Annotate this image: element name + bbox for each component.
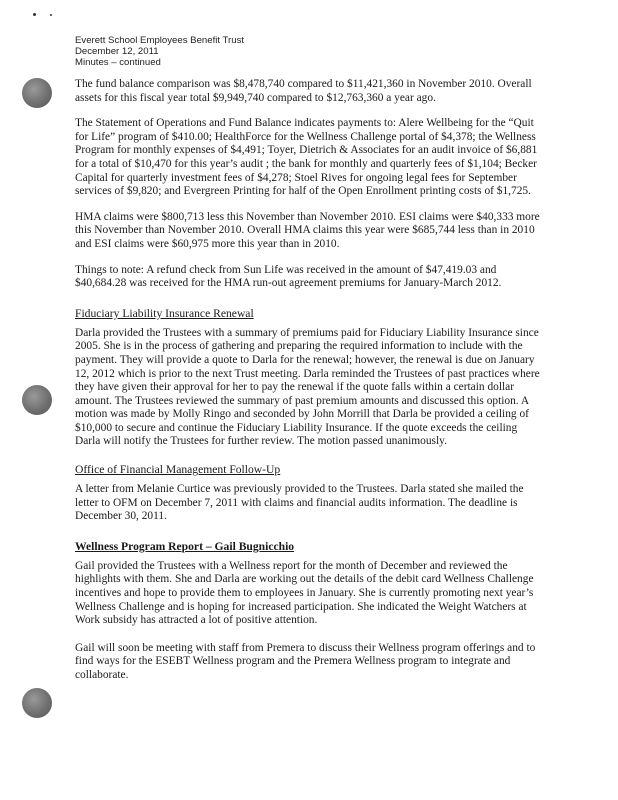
premera-paragraph: Gail will soon be meeting with staff from Premera to discuss their Wellness program offerings and to find ways for the ESEBT Wellness program and the Premera Wellness program to integrate and collaborate. — [75, 641, 536, 681]
wellness-report-paragraph: Gail provided the Trustees with a Wellness report for the month of December and reviewed the highlights with them. She and Darla are working out the details of the debit card Wellness Challenge incentives and hope to provide them to employees in January. She is currently promoting next year’s Wellness Challenge and is hoping for increased participation. She indicated the Weight Watchers at Work subsidy has attracted a lot of positive attention. — [75, 559, 534, 627]
fiduciary-heading: Fiduciary Liability Insurance Renewal — [75, 306, 254, 320]
fiduciary-paragraph: Darla provided the Trustees with a summary of premiums paid for Fiduciary Liability Insurance since 2005. She is in the process of gathering and preparing the required information to include with the payment. They will provide a quote to Darla for the renewal; however, the renewal is due on January 12, 2012 which is prior to the next Trust meeting. Darla reminded the Trustees of past practices where they have given their approval for her to pay the renewal if the quote falls within a certain dollar amount. The Trustees reviewed the summary of past premium amounts and discussed this option. A motion was made by Molly Ringo and seconded by John Morrill that Darla be provided a ceiling of $10,000 to secure and continue the Fiduciary Liability Insurance. If the quote exceeds the ceiling Darla will notify the Trustees for further review. The motion passed unanimously. — [75, 326, 540, 448]
statement-of-operations-paragraph: The Statement of Operations and Fund Balance indicates payments to: Alere Wellbeing for the “Quit for Life” program of $410.00; HealthForce for the Wellness Challenge portal of $4,378; the Wellness Program for monthly expenses of $4,491; Toyer, Dietrich & Associates for an audit invoice of $6,881 for a total of $10,470 for this year’s audit ; the bank for monthly and quarterly fees of $1,104; Becker Capital for quarterly investment fees of $4,278; Stoel Rives for ongoing legal fees for September services of $9,820; and Evergreen Printing for half of the Open Enrollment printing costs of $1,725. — [75, 117, 538, 198]
punch-hole-top — [22, 78, 52, 108]
header-date: December 12, 2011 — [75, 46, 159, 57]
claims-paragraph: HMA claims were $800,713 less this November than November 2010. ESI claims were $40,333 more this November than November 2010. Overall HMA claims this year were $685,744 less than in 2010 and ESI claims were $60,975 more this year than in 2010. — [75, 210, 540, 250]
ofm-heading: Office of Financial Management Follow-Up — [75, 463, 281, 477]
header-document-label: Minutes – continued — [75, 57, 161, 68]
punch-hole-bottom — [22, 688, 52, 718]
scan-speck — [50, 14, 52, 16]
scan-speck — [33, 13, 36, 16]
document-body — [75, 78, 545, 695]
fund-balance-paragraph: The fund balance comparison was $8,478,740 compared to $11,421,360 in November 2010. Overall assets for this fiscal year total $9,949,740 compared to $12,763,360 a year ago. — [75, 78, 532, 104]
wellness-heading: Wellness Program Report – Gail Bugnicchio — [75, 539, 295, 553]
things-to-note-paragraph: Things to note: A refund check from Sun Life was received in the amount of $47,419.03 and $40,684.28 was received for the HMA run-out agreement premiums for January-March 2012. — [75, 263, 502, 290]
punch-hole-middle — [22, 385, 52, 415]
ofm-paragraph: A letter from Melanie Curtice was previously provided to the Trustees. Darla stated she mailed the letter to OFM on December 7, 2011 with claims and financial audits information. The deadline is December 30, 2011. — [75, 483, 524, 523]
page-header — [75, 35, 244, 68]
header-organization: Everett School Employees Benefit Trust — [75, 35, 245, 46]
